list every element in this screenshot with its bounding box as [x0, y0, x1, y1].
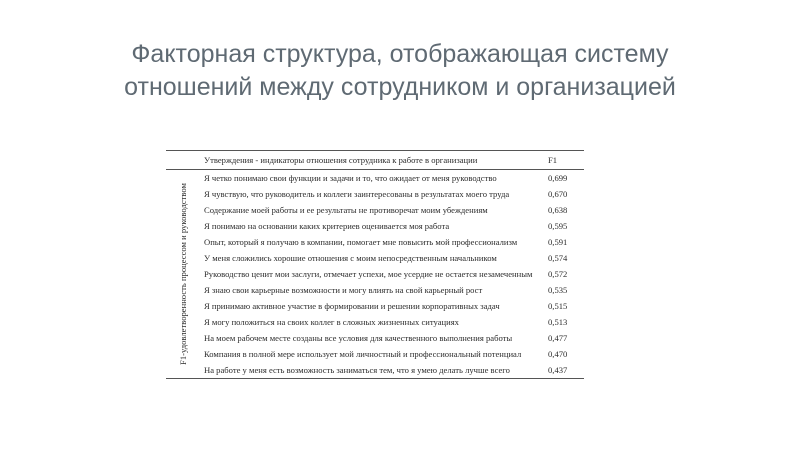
factor-table [166, 150, 584, 379]
header-factor: F1 [548, 155, 558, 165]
table-row [166, 218, 584, 234]
statement-cell: Руководство ценит мои заслуги, отмечает успехи, мое усердие не остается незамеченным [204, 269, 533, 279]
loading-value-cell: 0,513 [548, 317, 568, 327]
slide-title-line-2: отношений между сотрудником и организацией [124, 73, 676, 101]
table-row [166, 266, 584, 282]
statement-cell: На моем рабочем месте созданы все условия для качественного выполнения работы [204, 333, 513, 343]
table-row [166, 282, 584, 298]
loading-value-cell: 0,535 [548, 285, 568, 295]
table-row [166, 250, 584, 266]
statement-cell: Я могу положиться на своих коллег в сложных жизненных ситуациях [204, 317, 459, 327]
statement-cell: На работе у меня есть возможность заниматься тем, что я умею делать лучше всего [204, 365, 510, 375]
statement-cell: Опыт, который я получаю в компании, помогает мне повысить мой профессионализм [204, 237, 518, 247]
table-row [166, 186, 584, 202]
slide-title-line-1: Факторная структура, отображающая систему [131, 40, 669, 68]
table-body [166, 170, 584, 379]
loading-value-cell: 0,638 [548, 205, 568, 215]
table-row [166, 362, 584, 379]
statement-cell: Я принимаю активное участие в формировании и решении корпоративных задач [204, 301, 500, 311]
statement-cell: Я чувствую, что руководитель и коллеги заинтересованы в результатах моего труда [204, 189, 510, 199]
slide-title [60, 38, 740, 104]
table-row [166, 298, 584, 314]
loading-value-cell: 0,670 [548, 189, 568, 199]
header-empty-cell [166, 151, 200, 170]
table-header-row [166, 151, 584, 170]
table-row [166, 346, 584, 362]
loading-value-cell: 0,470 [548, 349, 568, 359]
statement-cell: Я понимаю на основании каких критериев оценивается моя работа [204, 221, 450, 231]
table-row [166, 330, 584, 346]
statement-cell: Я знаю свои карьерные возможности и могу влиять на свой карьерный рост [204, 285, 483, 295]
loading-value-cell: 0,591 [548, 237, 568, 247]
factor-label: F1-удовлетворенность процессом и руководством [178, 183, 188, 365]
table-row [166, 314, 584, 330]
loading-value-cell: 0,515 [548, 301, 568, 311]
factor-table-container [166, 150, 584, 379]
statement-cell: Содержание моей работы и ее результаты не противоречат моим убеждениям [204, 205, 488, 215]
loading-value-cell: 0,595 [548, 221, 568, 231]
statement-cell: Я четко понимаю свои функции и задачи и то, что ожидает от меня руководство [204, 173, 497, 183]
loading-value-cell: 0,477 [548, 333, 568, 343]
table-row [166, 170, 584, 187]
statement-cell: Компания в полной мере использует мой личностный и профессиональный потенциал [204, 349, 522, 359]
statement-cell: У меня сложились хорошие отношения с моим непосредственным начальником [204, 253, 497, 263]
loading-value-cell: 0,699 [548, 173, 568, 183]
loading-value-cell: 0,437 [548, 365, 568, 375]
factor-label-cell [166, 170, 200, 379]
table-row [166, 202, 584, 218]
loading-value-cell: 0,572 [548, 269, 568, 279]
header-statement: Утверждения - индикаторы отношения сотрудника к работе в организации [204, 155, 478, 165]
loading-value-cell: 0,574 [548, 253, 568, 263]
table-row [166, 234, 584, 250]
